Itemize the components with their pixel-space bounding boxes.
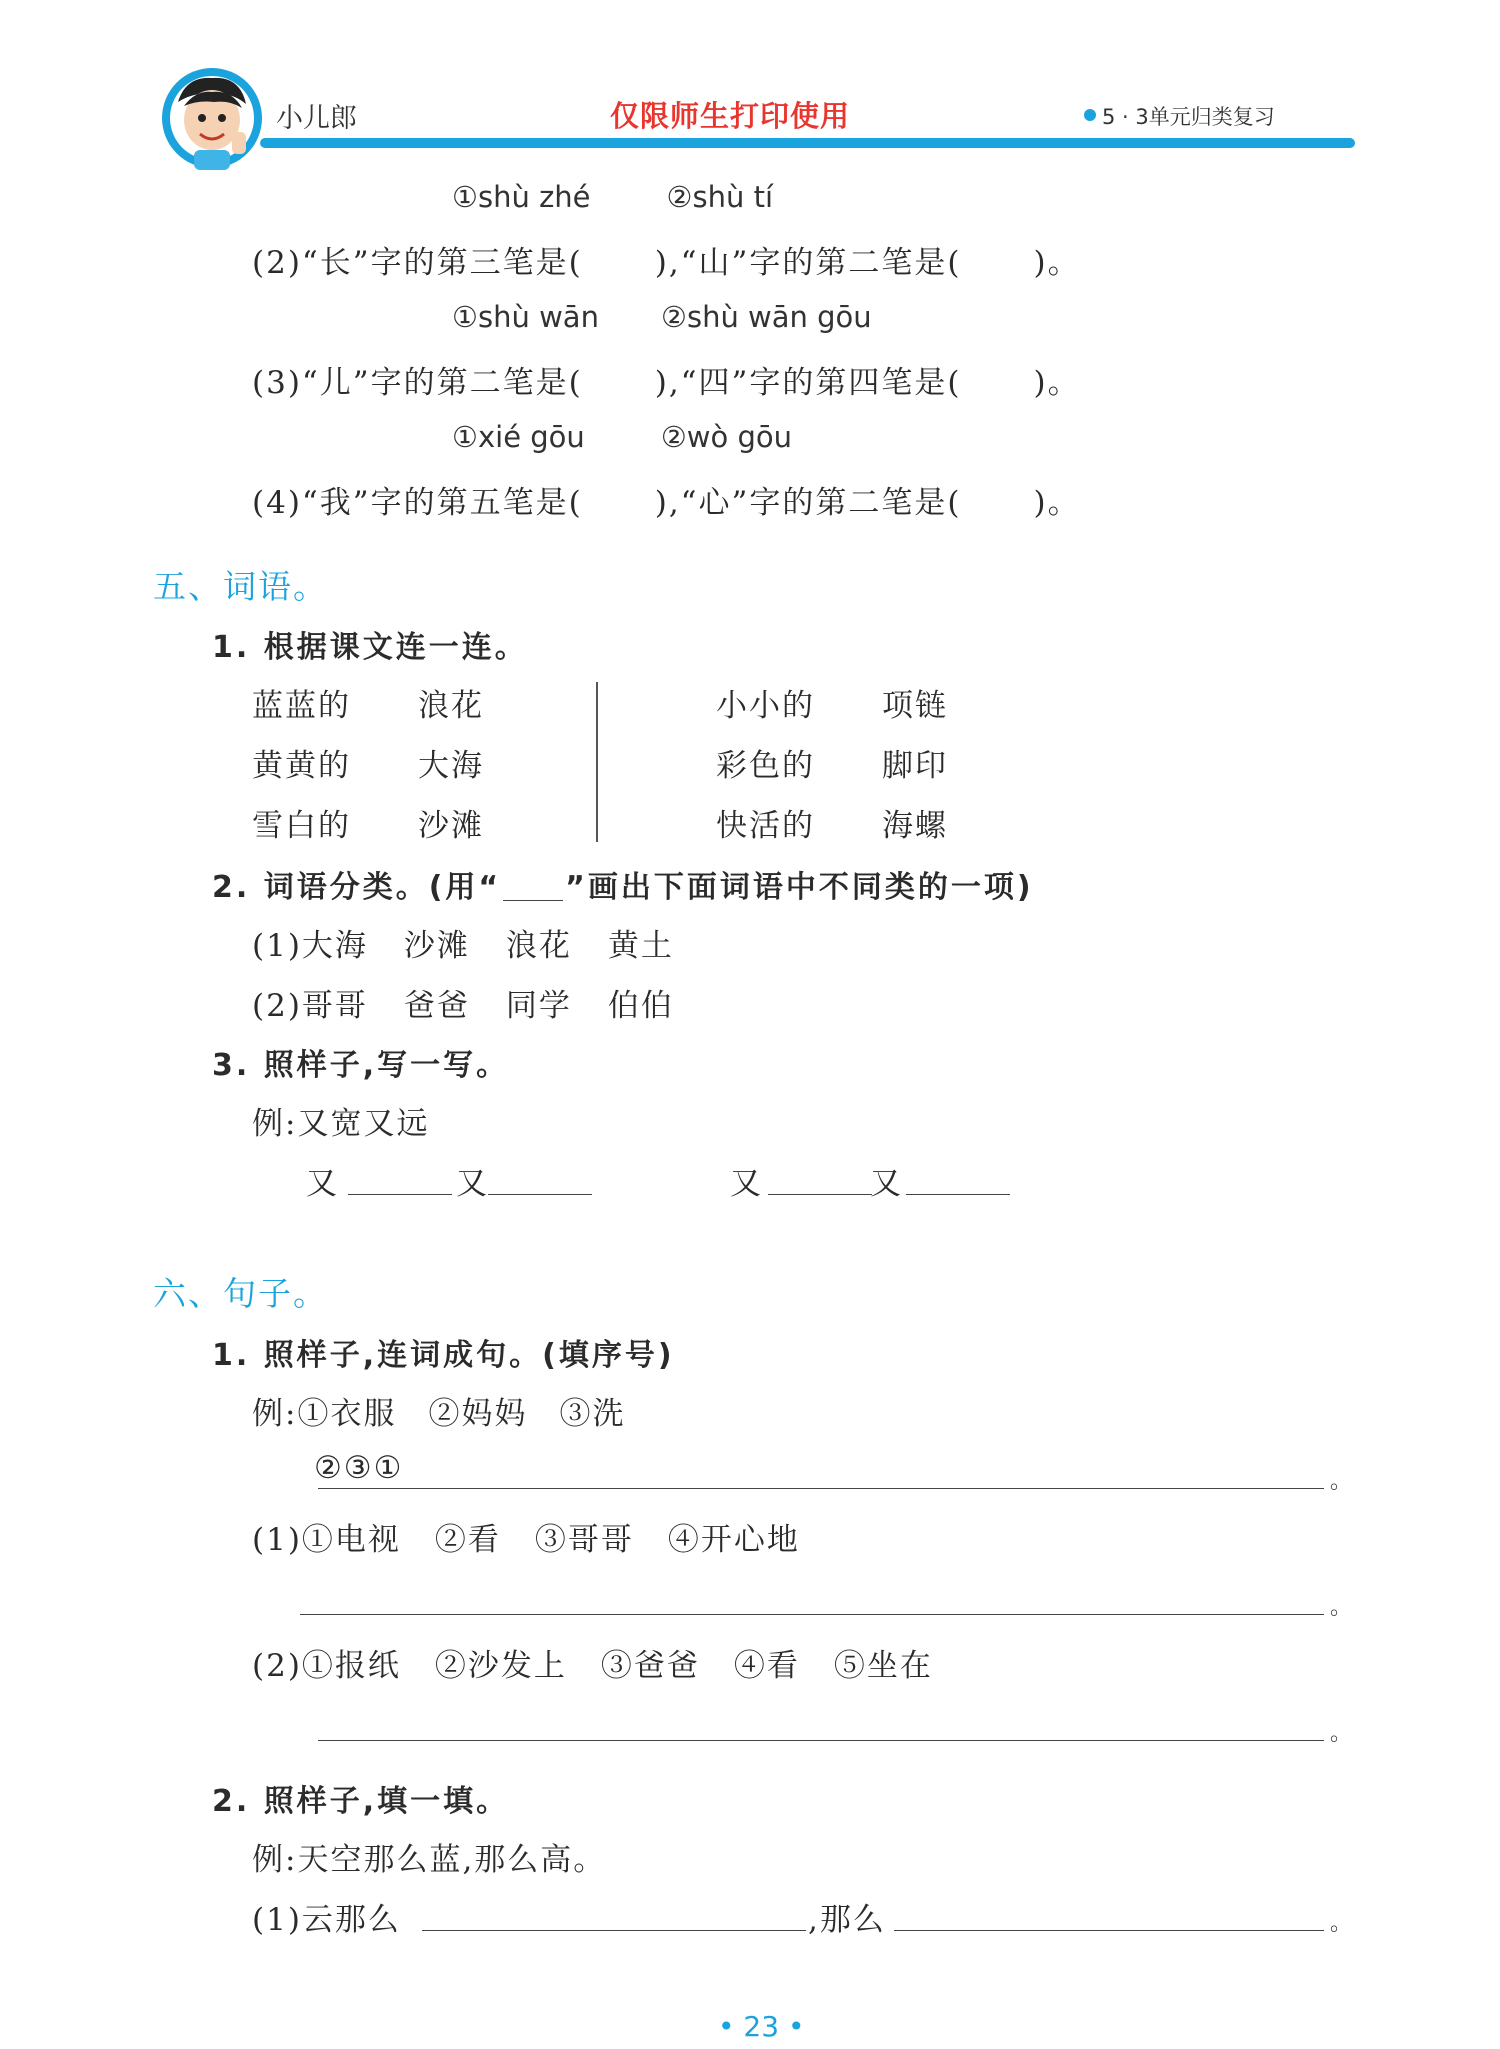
match-noun[interactable]: 海螺 xyxy=(882,808,948,844)
brand-name: 小儿郎 xyxy=(276,103,357,134)
s6-q2-title: 2. 照样子,填一填。 xyxy=(212,1784,510,1819)
s5-q1-title: 1. 根据课文连一连。 xyxy=(212,630,528,665)
classify-row-2: (2)哥哥 爸爸 同学 伯伯 xyxy=(252,988,674,1024)
option: ②shù wān gōu xyxy=(660,300,872,334)
word[interactable]: 大海 xyxy=(301,928,368,964)
answer-blank[interactable] xyxy=(906,1194,1010,1195)
match-noun[interactable]: 大海 xyxy=(418,748,484,784)
answer-line[interactable] xyxy=(300,1614,1324,1615)
match-noun[interactable]: 项链 xyxy=(882,688,948,724)
match-adjective[interactable]: 雪白的 xyxy=(252,808,351,844)
stroke-question-3: (3)“儿”字的第二笔是( ),“四”字的第四笔是( )。 xyxy=(252,365,1081,401)
option: ①shù zhé xyxy=(452,180,591,214)
word[interactable]: 沙滩 xyxy=(403,928,470,964)
s6-q2-example: 例:天空那么蓝,那么高。 xyxy=(252,1842,607,1878)
match-adjective[interactable]: 黄黄的 xyxy=(252,748,351,784)
stroke-question-4: (4)“我”字的第五笔是( ),“心”字的第二笔是( )。 xyxy=(252,485,1081,521)
section-5-title: 五、词语。 xyxy=(153,567,328,606)
section-6-title: 六、句子。 xyxy=(153,1274,328,1313)
answer-blank[interactable] xyxy=(488,1194,592,1195)
match-noun[interactable]: 沙滩 xyxy=(418,808,484,844)
answer-line[interactable] xyxy=(318,1740,1324,1741)
s6-q1-item-1: (1)①电视 ②看 ③哥哥 ④开心地 xyxy=(252,1522,800,1558)
match-adjective[interactable]: 快活的 xyxy=(716,808,815,844)
match-adjective[interactable]: 小小的 xyxy=(716,688,815,724)
stroke-question-2: (2)“长”字的第三笔是( ),“山”字的第二笔是( )。 xyxy=(252,245,1081,281)
word[interactable]: 同学 xyxy=(505,988,572,1024)
s6-q1-example: 例:①衣服 ②妈妈 ③洗 xyxy=(252,1396,626,1432)
answer-blank[interactable] xyxy=(348,1194,452,1195)
matching-divider xyxy=(596,682,598,842)
s6-q1-title: 1. 照样子,连词成句。(填序号) xyxy=(212,1338,675,1373)
underline-sample xyxy=(503,876,563,901)
classify-row-1: (1)大海 沙滩 浪花 黄土 xyxy=(252,928,674,964)
word[interactable]: 哥哥 xyxy=(301,988,368,1024)
s5-q3-title: 3. 照样子,写一写。 xyxy=(212,1048,510,1083)
word[interactable]: 黄土 xyxy=(607,928,674,964)
s6-example-answer: ②③① xyxy=(314,1450,404,1486)
q2-options xyxy=(452,300,872,334)
q3-options xyxy=(452,420,792,454)
unit-label: 5 · 3单元归类复习 xyxy=(1102,105,1275,129)
s5-q2-title: 2. 词语分类。(用“ ”画出下面词语中不同类的一项) xyxy=(212,870,1034,905)
match-noun[interactable]: 脚印 xyxy=(882,748,948,784)
s5-q3-example: 例:又宽又远 xyxy=(252,1106,430,1142)
answer-blank[interactable] xyxy=(422,1930,806,1931)
option: ②wò gōu xyxy=(660,420,793,454)
word[interactable]: 爸爸 xyxy=(403,988,470,1024)
option: ②shù tí xyxy=(666,180,774,214)
match-noun[interactable]: 浪花 xyxy=(418,688,484,724)
unit-dot-icon xyxy=(1084,109,1096,121)
word[interactable]: 浪花 xyxy=(505,928,572,964)
s6-q1-item-2: (2)①报纸 ②沙发上 ③爸爸 ④看 ⑤坐在 xyxy=(252,1648,933,1684)
match-adjective[interactable]: 蓝蓝的 xyxy=(252,688,351,724)
word[interactable]: 伯伯 xyxy=(607,988,674,1024)
option: ①shù wān xyxy=(452,300,599,334)
example-answer-line xyxy=(318,1488,1324,1489)
page-number: • 23 • xyxy=(718,2010,805,2043)
print-notice: 仅限师生打印使用 xyxy=(610,99,851,133)
match-adjective[interactable]: 彩色的 xyxy=(716,748,815,784)
answer-blank[interactable] xyxy=(768,1194,872,1195)
q1-options xyxy=(452,180,773,214)
option: ①xié gōu xyxy=(452,420,585,454)
answer-blank[interactable] xyxy=(894,1930,1324,1931)
